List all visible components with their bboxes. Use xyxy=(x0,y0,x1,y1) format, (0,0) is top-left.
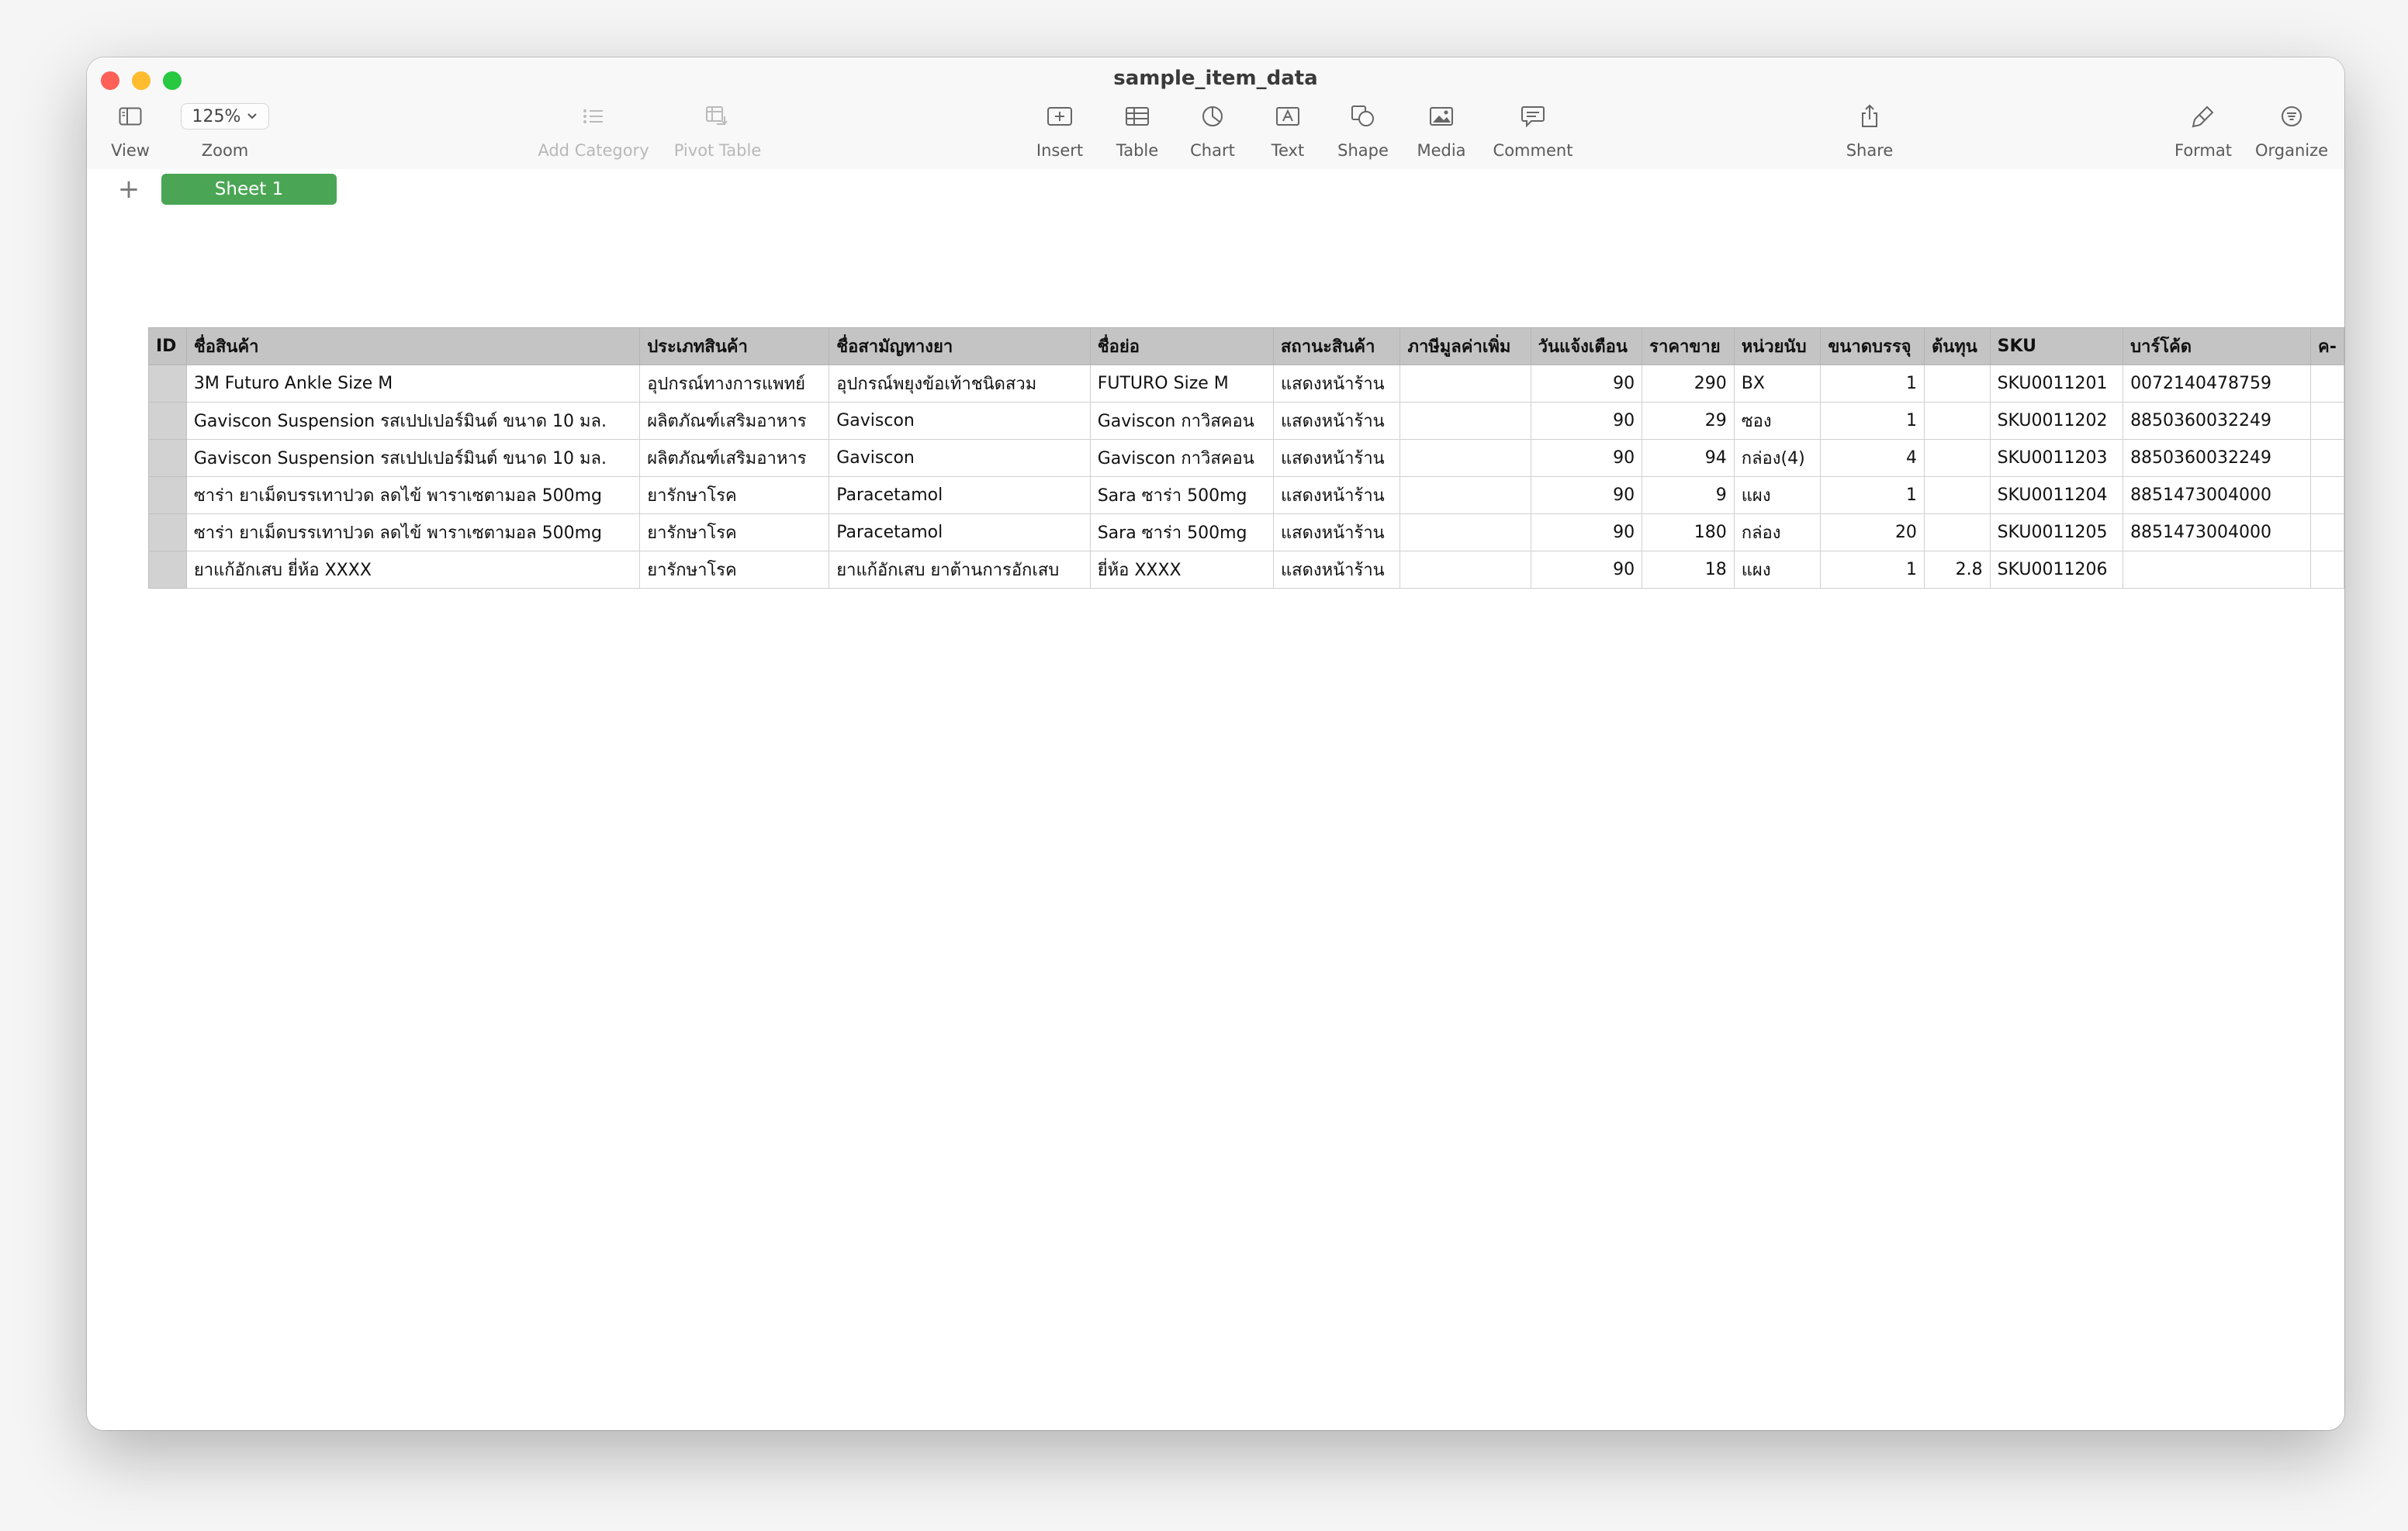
sidebar-icon xyxy=(119,107,142,126)
share-icon xyxy=(1859,104,1880,129)
window-title: sample_item_data xyxy=(1113,67,1318,90)
table-icon xyxy=(1125,106,1150,126)
header-cell[interactable]: วันแจ้งเตือน xyxy=(1531,328,1642,365)
short-name-cell[interactable]: FUTURO Size M xyxy=(1090,365,1273,403)
row-id-cell[interactable] xyxy=(149,440,187,477)
barcode-cell[interactable]: 8850360032249 xyxy=(2123,440,2311,477)
share-label: Share xyxy=(1846,141,1894,160)
status-cell[interactable]: แสดงหน้าร้าน xyxy=(1273,551,1399,589)
product-type-cell[interactable]: ยารักษาโรค xyxy=(640,477,829,514)
insert-label: Insert xyxy=(1036,141,1084,160)
generic-name-cell[interactable]: อุปกรณ์พยุงข้อเท้าชนิดสวม xyxy=(829,365,1091,403)
table-row xyxy=(149,403,2344,440)
chart-label: Chart xyxy=(1190,141,1235,160)
comment-button[interactable] xyxy=(1471,101,1595,160)
barcode-cell[interactable] xyxy=(2123,551,2311,589)
barcode-cell[interactable]: 8850360032249 xyxy=(2123,403,2311,440)
organize-button[interactable] xyxy=(2230,101,2344,160)
overflow-cell[interactable] xyxy=(2311,403,2344,440)
sku-cell[interactable]: SKU0011206 xyxy=(1990,551,2123,589)
header-cell[interactable]: ขนาดบรรจุ xyxy=(1821,328,1925,365)
list-icon xyxy=(582,107,605,126)
alert-days-cell[interactable]: 90 xyxy=(1531,514,1642,551)
organize-label: Organize xyxy=(2254,141,2329,160)
sheet-tab[interactable]: Sheet 1 xyxy=(161,174,337,205)
table-row xyxy=(149,365,2344,403)
barcode-cell[interactable]: 0072140478759 xyxy=(2123,365,2311,403)
chart-icon xyxy=(1201,105,1224,128)
short-name-cell[interactable]: Gaviscon กาวิสคอน xyxy=(1090,440,1273,477)
sku-cell[interactable]: SKU0011202 xyxy=(1990,403,2123,440)
table-label: Table xyxy=(1116,141,1159,160)
vat-cell[interactable] xyxy=(1400,403,1531,440)
pack-size-cell[interactable]: 4 xyxy=(1821,440,1925,477)
pivot-table-icon xyxy=(705,105,730,127)
overflow-cell[interactable] xyxy=(2311,551,2344,589)
media-label: Media xyxy=(1417,141,1466,160)
sku-cell[interactable]: SKU0011203 xyxy=(1990,440,2123,477)
add-sheet-button[interactable]: + xyxy=(117,174,140,205)
short-name-cell[interactable]: Sara ซาร่า 500mg xyxy=(1090,477,1273,514)
header-row xyxy=(149,328,2344,365)
status-cell[interactable]: แสดงหน้าร้าน xyxy=(1273,365,1399,403)
product-name-cell[interactable]: Gaviscon Suspension รสเปปเปอร์มินต์ ขนาด 10 มล. xyxy=(186,440,639,477)
product-type-cell[interactable]: ยารักษาโรค xyxy=(640,551,829,589)
shape-label: Shape xyxy=(1337,141,1389,160)
product-name-cell[interactable]: Gaviscon Suspension รสเปปเปอร์มินต์ ขนาด 10 มล. xyxy=(186,403,639,440)
comment-icon xyxy=(1521,105,1545,128)
cost-cell[interactable] xyxy=(1924,403,1990,440)
table-row xyxy=(149,477,2344,514)
short-name-cell[interactable]: Gaviscon กาวิสคอน xyxy=(1090,403,1273,440)
vat-cell[interactable] xyxy=(1400,365,1531,403)
header-cell[interactable]: ค- xyxy=(2311,328,2344,365)
pack-size-cell[interactable]: 1 xyxy=(1821,551,1925,589)
organize-icon xyxy=(2280,105,2303,128)
sheet-canvas xyxy=(87,211,2344,1430)
product-type-cell[interactable]: ผลิตภัณฑ์เสริมอาหาร xyxy=(640,403,829,440)
zoom-control[interactable] xyxy=(163,101,287,160)
sheet-tab-bar xyxy=(87,169,2344,213)
cost-cell[interactable] xyxy=(1924,365,1990,403)
alert-days-cell[interactable]: 90 xyxy=(1531,551,1642,589)
alert-days-cell[interactable]: 90 xyxy=(1531,477,1642,514)
pack-size-cell[interactable]: 20 xyxy=(1821,514,1925,551)
cost-cell[interactable] xyxy=(1924,514,1990,551)
pivot-table-label: Pivot Table xyxy=(673,141,762,160)
row-id-cell[interactable] xyxy=(149,365,187,403)
unit-cell[interactable]: ซอง xyxy=(1734,403,1821,440)
generic-name-cell[interactable]: Paracetamol xyxy=(829,477,1091,514)
insert-icon xyxy=(1047,105,1073,127)
cost-cell[interactable] xyxy=(1924,440,1990,477)
generic-name-cell[interactable]: Gaviscon xyxy=(829,403,1091,440)
media-icon xyxy=(1429,106,1454,126)
status-cell[interactable]: แสดงหน้าร้าน xyxy=(1273,440,1399,477)
row-id-cell[interactable] xyxy=(149,403,187,440)
cost-cell[interactable] xyxy=(1924,477,1990,514)
product-type-cell[interactable]: อุปกรณ์ทางการแพทย์ xyxy=(640,365,829,403)
generic-name-cell[interactable]: Gaviscon xyxy=(829,440,1091,477)
short-name-cell[interactable]: ยี่ห้อ XXXX xyxy=(1090,551,1273,589)
add-category-button[interactable] xyxy=(531,101,656,160)
price-cell[interactable]: 94 xyxy=(1642,440,1735,477)
toolbar xyxy=(87,57,2344,171)
product-type-cell[interactable]: ผลิตภัณฑ์เสริมอาหาร xyxy=(640,440,829,477)
zoom-value: 125% xyxy=(192,106,241,126)
vat-cell[interactable] xyxy=(1400,477,1531,514)
vat-cell[interactable] xyxy=(1400,514,1531,551)
app-window xyxy=(87,57,2344,1430)
overflow-cell[interactable] xyxy=(2311,365,2344,403)
header-cell[interactable]: บาร์โค้ด xyxy=(2123,328,2311,365)
text-box-icon xyxy=(1275,106,1300,126)
generic-name-cell[interactable]: Paracetamol xyxy=(829,514,1091,551)
view-label: View xyxy=(111,141,150,160)
product-type-cell[interactable]: ยารักษาโรค xyxy=(640,514,829,551)
pivot-table-button[interactable] xyxy=(656,101,780,160)
unit-cell[interactable]: แผง xyxy=(1734,551,1821,589)
alert-days-cell[interactable]: 90 xyxy=(1531,403,1642,440)
header-cell[interactable]: ID xyxy=(149,328,187,365)
row-id-cell[interactable] xyxy=(149,551,187,589)
data-table xyxy=(148,327,2344,589)
paintbrush-icon xyxy=(2192,105,2215,128)
header-cell[interactable]: ประเภทสินค้า xyxy=(640,328,829,365)
alert-days-cell[interactable]: 90 xyxy=(1531,365,1642,403)
zoom-label: Zoom xyxy=(201,141,249,160)
product-name-cell[interactable]: ยาแก้อักเสบ ยี่ห้อ XXXX xyxy=(186,551,639,589)
overflow-cell[interactable] xyxy=(2311,514,2344,551)
barcode-cell[interactable]: 8851473004000 xyxy=(2123,477,2311,514)
price-cell[interactable]: 18 xyxy=(1642,551,1735,589)
barcode-cell[interactable]: 8851473004000 xyxy=(2123,514,2311,551)
price-cell[interactable]: 29 xyxy=(1642,403,1735,440)
sku-cell[interactable]: SKU0011205 xyxy=(1990,514,2123,551)
pack-size-cell[interactable]: 1 xyxy=(1821,403,1925,440)
table-row xyxy=(149,551,2344,589)
price-cell[interactable]: 9 xyxy=(1642,477,1735,514)
header-cell[interactable]: ภาษีมูลค่าเพิ่ม xyxy=(1400,328,1531,365)
vat-cell[interactable] xyxy=(1400,440,1531,477)
unit-cell[interactable]: กล่อง(4) xyxy=(1734,440,1821,477)
short-name-cell[interactable]: Sara ซาร่า 500mg xyxy=(1090,514,1273,551)
unit-cell[interactable]: แผง xyxy=(1734,477,1821,514)
header-cell[interactable]: ราคาขาย xyxy=(1642,328,1735,365)
header-cell[interactable]: SKU xyxy=(1990,328,2123,365)
unit-cell[interactable]: กล่อง xyxy=(1734,514,1821,551)
product-name-cell[interactable]: ซาร่า ยาเม็ดบรรเทาปวด ลดไข้ พาราเซตามอล 500mg xyxy=(186,514,639,551)
header-cell[interactable]: ชื่อสามัญทางยา xyxy=(829,328,1091,365)
price-cell[interactable]: 180 xyxy=(1642,514,1735,551)
zoom-select[interactable] xyxy=(181,103,270,130)
price-cell[interactable]: 290 xyxy=(1642,365,1735,403)
overflow-cell[interactable] xyxy=(2311,477,2344,514)
vat-cell[interactable] xyxy=(1400,551,1531,589)
table-row xyxy=(149,440,2344,477)
format-label: Format xyxy=(2174,141,2232,160)
shape-icon xyxy=(1351,105,1375,128)
row-id-cell[interactable] xyxy=(149,514,187,551)
cost-cell[interactable]: 2.8 xyxy=(1924,551,1990,589)
status-cell[interactable]: แสดงหน้าร้าน xyxy=(1273,477,1399,514)
product-name-cell[interactable]: ซาร่า ยาเม็ดบรรเทาปวด ลดไข้ พาราเซตามอล 500mg xyxy=(186,477,639,514)
sku-cell[interactable]: SKU0011204 xyxy=(1990,477,2123,514)
share-button[interactable] xyxy=(1808,101,1932,160)
chevron-down-icon xyxy=(247,112,258,120)
header-cell[interactable]: หน่วยนับ xyxy=(1734,328,1821,365)
alert-days-cell[interactable]: 90 xyxy=(1531,440,1642,477)
comment-label: Comment xyxy=(1493,141,1573,160)
row-id-cell[interactable] xyxy=(149,477,187,514)
pack-size-cell[interactable]: 1 xyxy=(1821,477,1925,514)
generic-name-cell[interactable]: ยาแก้อักเสบ ยาต้านการอักเสบ xyxy=(829,551,1091,589)
status-cell[interactable]: แสดงหน้าร้าน xyxy=(1273,403,1399,440)
sku-cell[interactable]: SKU0011201 xyxy=(1990,365,2123,403)
header-cell[interactable]: ชื่อย่อ xyxy=(1090,328,1273,365)
add-category-label: Add Category xyxy=(538,141,649,160)
text-label: Text xyxy=(1271,141,1305,160)
status-cell[interactable]: แสดงหน้าร้าน xyxy=(1273,514,1399,551)
table-row xyxy=(149,514,2344,551)
header-cell[interactable]: ชื่อสินค้า xyxy=(186,328,639,365)
unit-cell[interactable]: BX xyxy=(1734,365,1821,403)
pack-size-cell[interactable]: 1 xyxy=(1821,365,1925,403)
header-cell[interactable]: สถานะสินค้า xyxy=(1273,328,1399,365)
header-cell[interactable]: ต้นทุน xyxy=(1924,328,1990,365)
product-name-cell[interactable]: 3M Futuro Ankle Size M xyxy=(186,365,639,403)
overflow-cell[interactable] xyxy=(2311,440,2344,477)
